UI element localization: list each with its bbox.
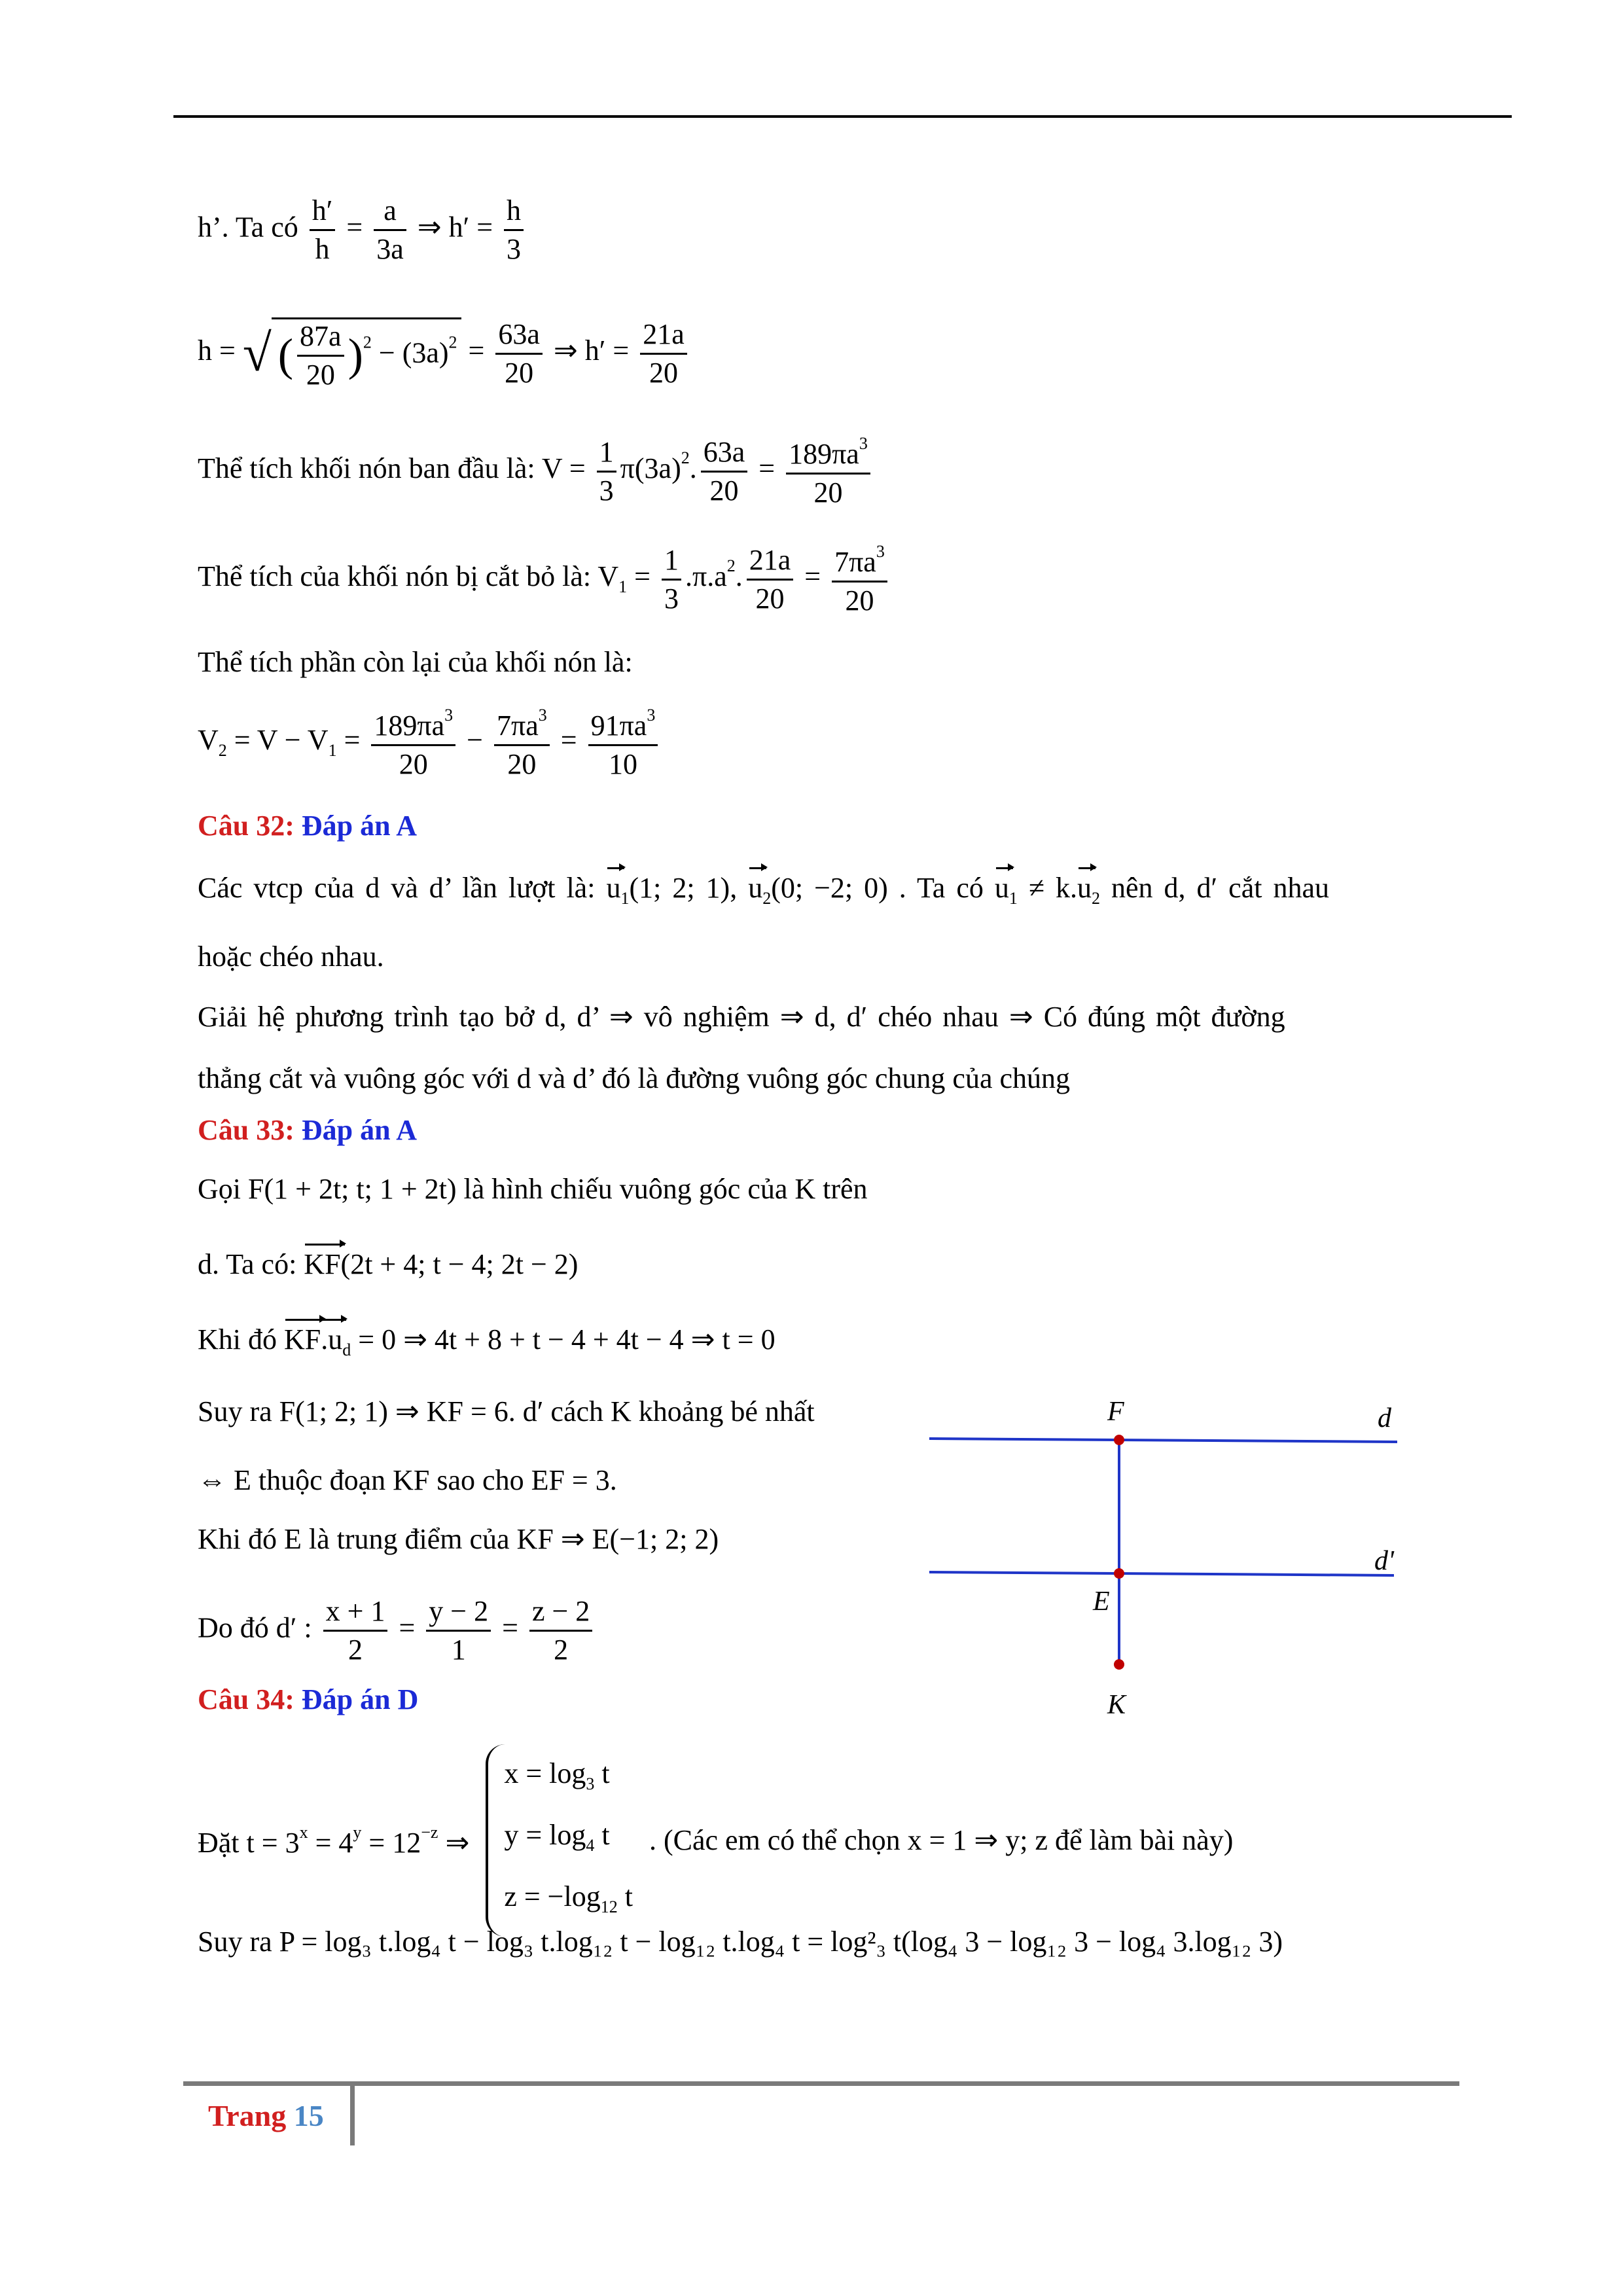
question-33-line-2: d. Ta có: KF(2t + 4; t − 4; 2t − 2) bbox=[198, 1248, 579, 1280]
question-33-heading: Câu 33: Đáp án A bbox=[198, 1114, 417, 1146]
page-number: Trang 15 bbox=[208, 2099, 324, 2132]
question-32-line-3: Giải hệ phương trình tạo bở d, d’ ⇒ vô nghiệm ⇒ d, d′ chéo nhau ⇒ Có đúng một đường bbox=[198, 1001, 1285, 1033]
question-33-line-5: ⇔ E thuộc đoạn KF sao cho EF = 3. bbox=[198, 1464, 617, 1496]
fraction: $\frac{a}{3a}$ bbox=[374, 196, 406, 264]
point-k bbox=[1114, 1659, 1124, 1670]
fraction: $\frac{h}{3}$ bbox=[504, 196, 524, 264]
fraction: $\frac{21a}{20}$ bbox=[640, 320, 687, 387]
solution-line-volume-rest-label: Thể tích phần còn lại của khối nón là: bbox=[198, 646, 633, 678]
label-f: F bbox=[1107, 1397, 1124, 1427]
solution-line-volume-rest: $V_2 = V - V_1$ = $\frac{189\pi a^3}{20}$ − $\frac{7\pi a^3}{20}$ = $\frac{91\pi a^3}{10}$ bbox=[198, 707, 662, 779]
solution-line-h: h = √ ( $\frac{87a}{20}$ )$^2 - (3a)^2$ = $\frac{63a}{20}$ ⇒ h′ = $\frac{21a}{20}$ bbox=[198, 317, 691, 389]
label-k: K bbox=[1107, 1690, 1126, 1720]
question-32-line-4: thẳng cắt và vuông góc với d và d’ đó là đường vuông góc chung của chúng bbox=[198, 1062, 1071, 1094]
label-e: E bbox=[1093, 1587, 1110, 1617]
footer-rule bbox=[183, 2081, 1459, 2086]
point-e bbox=[1114, 1568, 1124, 1579]
sqrt-icon: √ bbox=[242, 325, 272, 382]
geometry-figure bbox=[916, 1388, 1440, 1748]
header-rule bbox=[173, 115, 1512, 118]
point-f bbox=[1114, 1435, 1124, 1445]
question-32-line-1: Các vtcp của d và d’ lần lượt là: $u_1(1$; 2; 1), $u_2(0$; −2; 0) . Ta có $u_1 \ne k.u_2$ nên d, d′ cắt nhau bbox=[198, 872, 1329, 908]
fraction: $\frac{h'}{h}$ bbox=[310, 196, 336, 264]
label-d: d bbox=[1378, 1403, 1391, 1433]
label-d-prime: d' bbox=[1374, 1546, 1394, 1576]
radicand: ( $\frac{87a}{20}$ )$^2 - (3a)^2$ bbox=[272, 317, 461, 389]
question-32-line-2: hoặc chéo nhau. bbox=[198, 941, 384, 973]
question-34-heading: Câu 34: Đáp án D bbox=[198, 1683, 419, 1715]
question-34-line-1: Đặt $t = 3^x = 4^y = 12^{-z}$ ⇒ $x = \log_3 t$ $y = \log_4 t$ $z = -\log_{12}$ t . (Các em có thể chọn x = 1 ⇒ y; z để làm bài này) bbox=[198, 1744, 1233, 1937]
question-33-line-4: Suy ra F(1; 2; 1) ⇒ KF = 6. d′ cách K khoảng bé nhất bbox=[198, 1395, 815, 1427]
question-33-line-3: Khi đó $KF.u_d = 0$ ⇒ 4t + 8 + t − 4 + 4t − 4 ⇒ t = 0 bbox=[198, 1323, 776, 1359]
solution-line-volume-initial: Thể tích khối nón ban đầu là: V = $\frac{1}{3}$ $\pi(3a)^2$. $\frac{63a}{20}$ = $\frac{189\pi a^3}{20}$ bbox=[198, 435, 874, 507]
fraction: $\frac{63a}{20}$ bbox=[495, 320, 543, 387]
footer-divider bbox=[350, 2083, 355, 2145]
equation-system: $x = \log_3 t$ $y = \log_4 t$ $z = -\log_{12}$ t bbox=[486, 1744, 633, 1937]
question-33-line-7: Do đó d′ : $\frac{x + 1}{2}$ = $\frac{y - 2}{1}$ = $\frac{z - 2}{2}$ bbox=[198, 1597, 596, 1664]
question-33-line-6: Khi đó E là trung điểm của KF ⇒ E(−1; 2; 2) bbox=[198, 1523, 719, 1555]
line-d bbox=[929, 1439, 1397, 1442]
question-33-line-1: Gọi F(1 + 2t; t; 1 + 2t) là hình chiếu vuông góc của K trên bbox=[198, 1173, 868, 1205]
question-34-line-2: Suy ra P = log₃ t.log₄ t − log₃ t.log₁₂ t − log₁₂ t.log₄ t = log²₃ t(log₄ 3 − log₁₂ 3 − log₄ 3.log₁₂ 3) bbox=[198, 1926, 1283, 1958]
line-d-prime bbox=[929, 1572, 1394, 1575]
solution-line-volume-cut: Thể tích của khối nón bị cắt bỏ là: $V_1$ = $\frac{1}{3}$ $.\pi.a^2$. $\frac{21a}{20}$ = $\frac{7\pi a^3}{20}$ bbox=[198, 543, 891, 615]
solution-line-h-prime: h’. Ta có $\frac{h'}{h}$ = $\frac{a}{3a}$ ⇒ h′ = $\frac{h}{3}$ bbox=[198, 196, 527, 264]
question-32-heading: Câu 32: Đáp án A bbox=[198, 810, 417, 842]
